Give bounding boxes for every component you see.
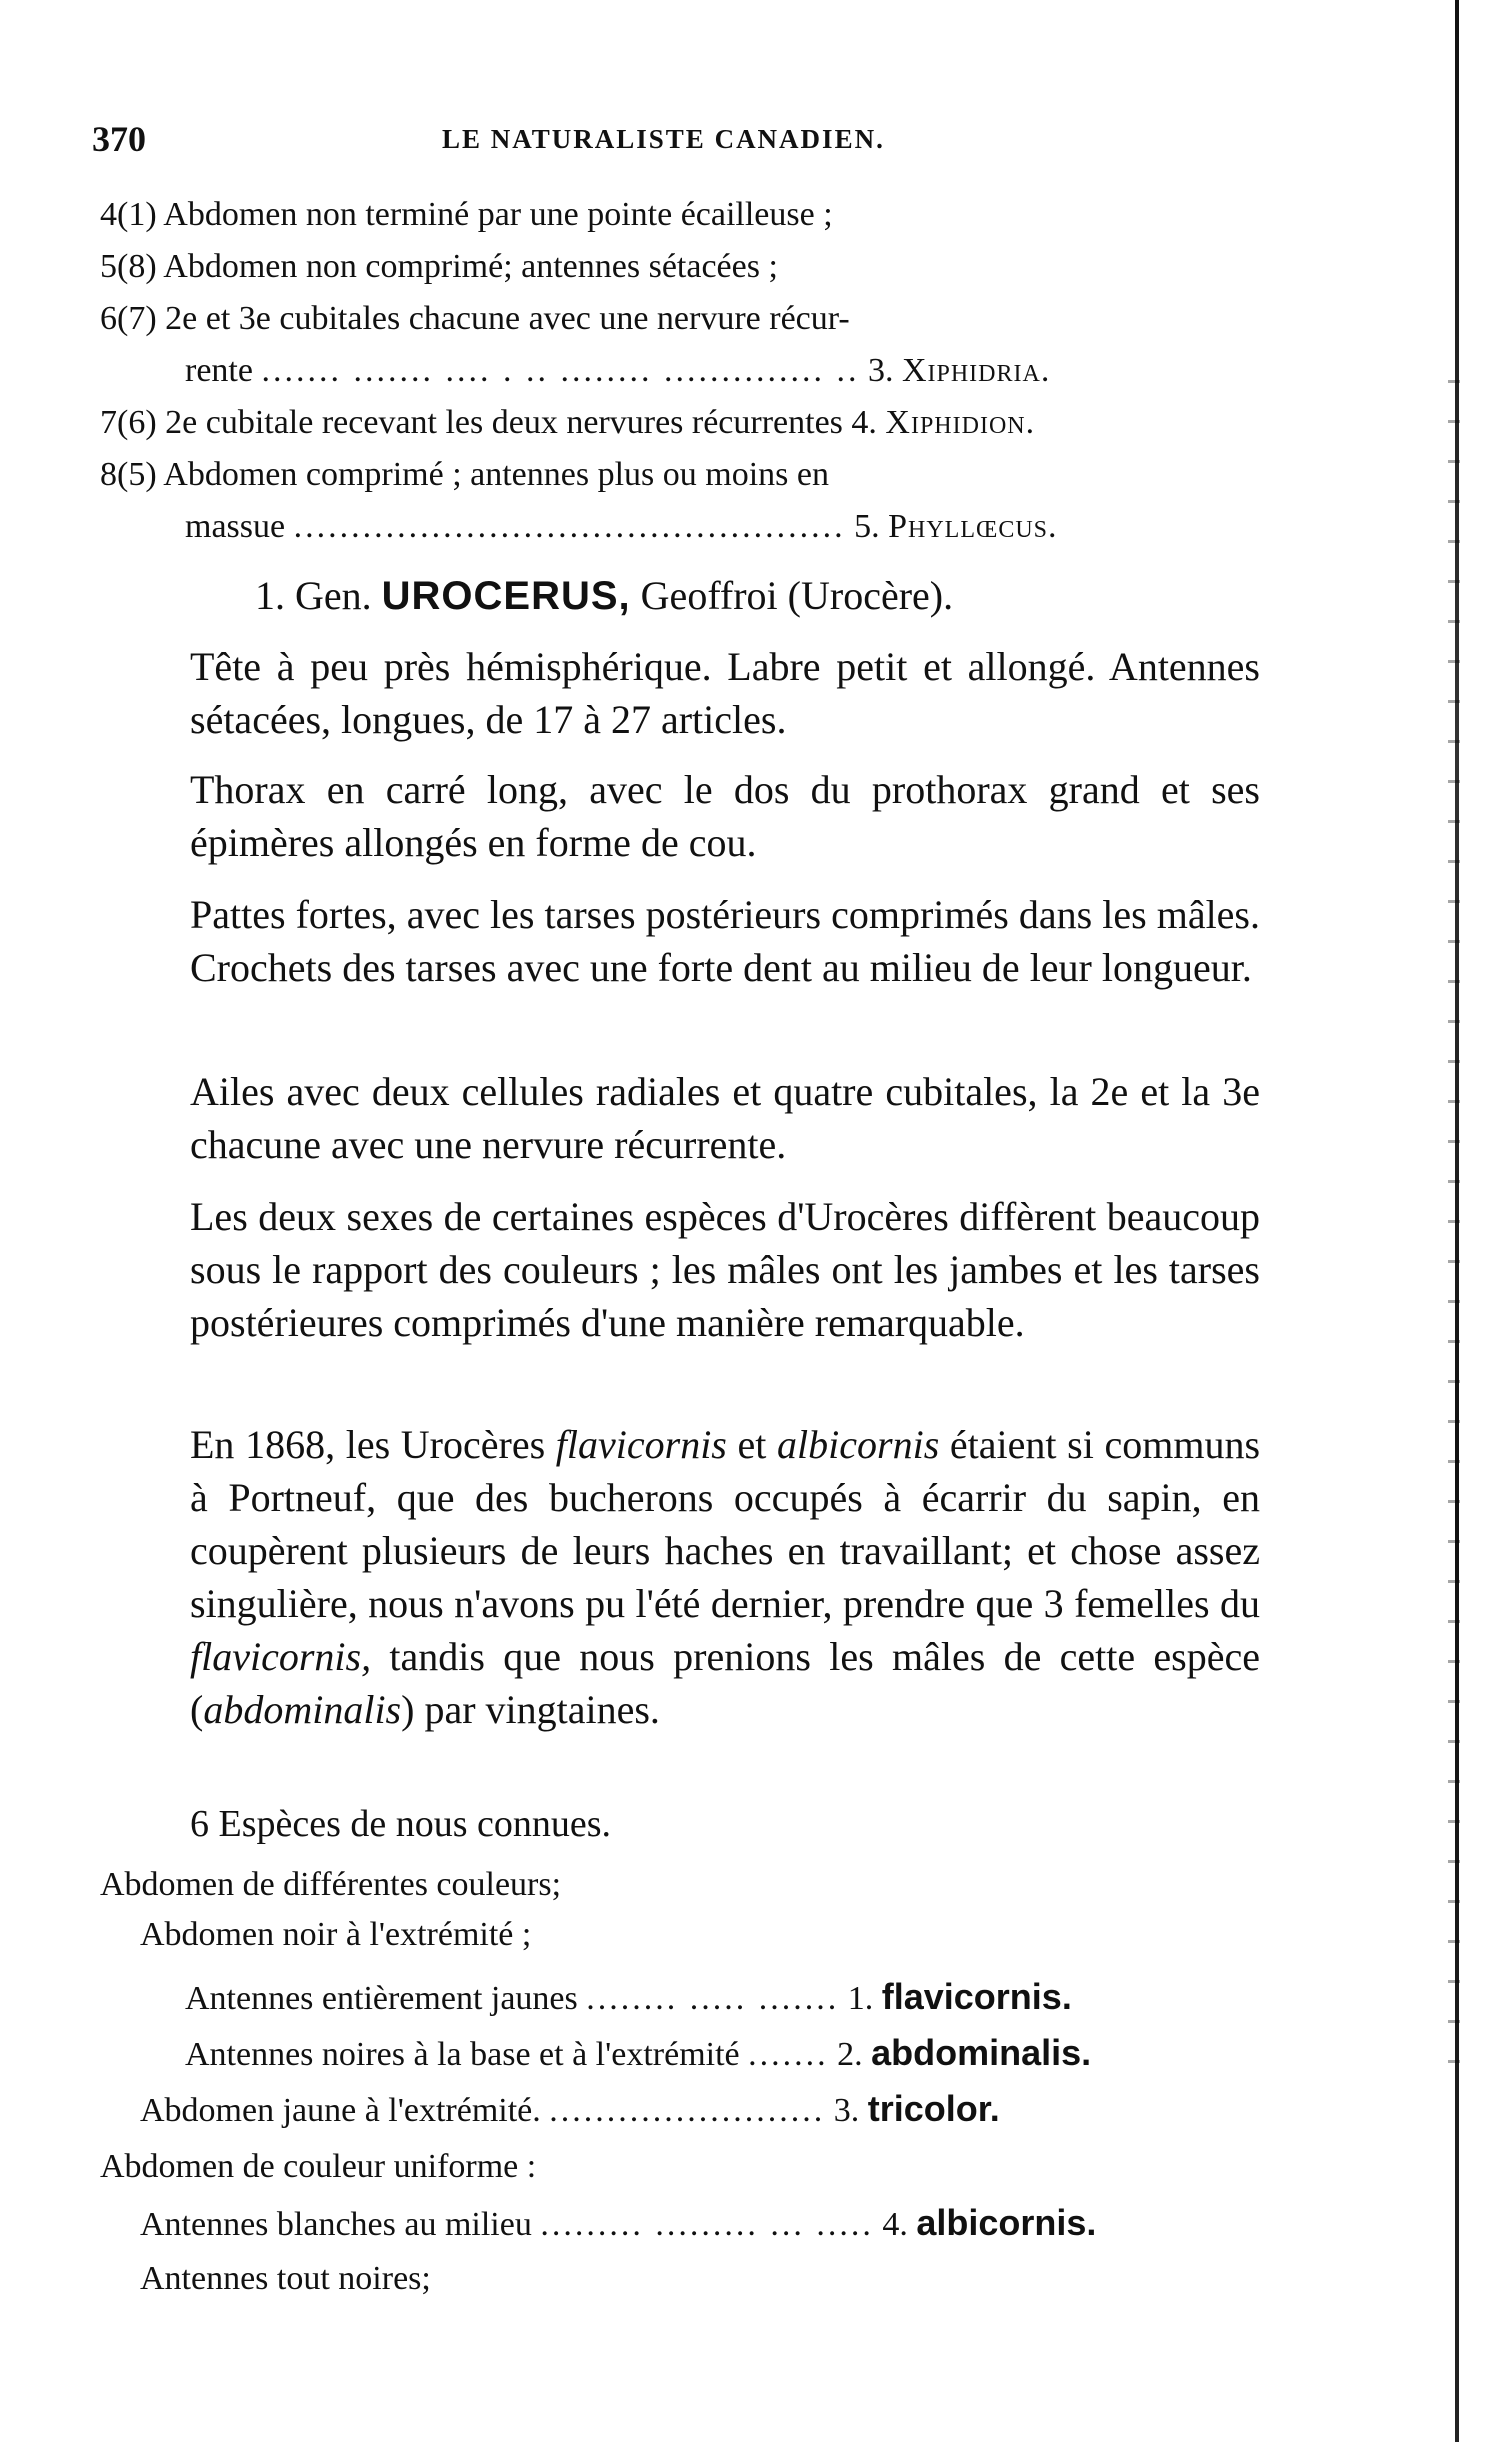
key-line <box>185 2033 1091 2075</box>
paragraph-text <box>100 1418 1260 1736</box>
leader-dots: ........ ..... ....... <box>586 1980 840 2017</box>
key-text: Antennes blanches au milieu <box>140 2206 532 2243</box>
key-line <box>100 247 778 287</box>
key-number: 5. <box>854 508 880 545</box>
paragraph-text: Thorax en carré long, avec le dos du prothorax grand et ses épimères allongés en forme de cou. <box>190 767 1260 865</box>
key-number: 3. <box>833 2092 860 2129</box>
species-italic: flavicornis, <box>190 1634 372 1679</box>
key-line <box>185 507 1058 547</box>
species-count: 6 Espèces de nous connues. <box>190 1803 612 1845</box>
key-text: Abdomen noir à l'extrémité ; <box>140 1916 532 1953</box>
key-text: 7(6) 2e cubitale recevant les deux nervures récurrentes <box>100 404 843 441</box>
key-number: 4. <box>882 2206 908 2243</box>
species-italic: flavicornis <box>555 1422 727 1467</box>
text-run: En 1868, les Urocères <box>190 1422 556 1467</box>
species-name: abdominalis. <box>871 2032 1092 2073</box>
genus-heading <box>255 572 953 619</box>
text-run: ) par vingtaines. <box>401 1687 660 1732</box>
text-run: et <box>726 1422 778 1467</box>
key-text: massue <box>185 508 286 545</box>
leader-dots: ....... ....... .... . .. ........ .............. .. <box>261 352 860 389</box>
genus-title: UROCERUS, <box>381 574 631 618</box>
key-text: Antennes entièrement jaunes <box>185 1980 578 2017</box>
key-text: 4(1) Abdomen non terminé par une pointe écailleuse ; <box>100 196 833 233</box>
species-name: albicornis. <box>916 2202 1097 2243</box>
genus-prefix: 1. Gen. <box>255 573 372 618</box>
journal-title: LE NATURALISTE CANADIEN. <box>442 124 885 154</box>
description-paragraph <box>100 640 1260 746</box>
paragraph-text: Pattes fortes, avec les tarses postérieurs comprimés dans les mâles. Crochets des tarses avec une forte dent au milieu de leur longueur. <box>190 892 1260 990</box>
leader-dots: ................................................ <box>293 508 846 545</box>
species-italic: abdominalis <box>203 1687 402 1732</box>
key-line <box>100 2147 536 2187</box>
key-line <box>140 2089 1000 2131</box>
key-text: Abdomen de différentes couleurs; <box>100 1866 562 1903</box>
genus-name: Phyllœcus. <box>888 508 1058 545</box>
paragraph-text: Les deux sexes de certaines espèces d'Urocères diffèrent beaucoup sous le rapport des couleurs ; les mâles ont les jambes et les tarses postérieures comprimés d'une manière remarquable. <box>190 1194 1260 1345</box>
key-line <box>100 1865 561 1905</box>
description-paragraph <box>100 763 1260 869</box>
genus-name: Xiphidion. <box>885 404 1036 441</box>
key-line <box>100 455 829 495</box>
text-run: étaient si communs à Portneuf, que des bucherons occupés à écarrir du sapin, en coupèrent plusieurs de leurs haches en travaillant; et chose assez singulière, nous n'avons pu l'été dernier, prendre que 3 femelles du <box>190 1422 1261 1626</box>
key-line <box>100 403 1035 443</box>
leader-dots: ........................ <box>549 2092 826 2129</box>
text-run: tandis que nous prenions les mâles de cette espèce ( <box>190 1634 1260 1732</box>
key-line <box>185 1977 1072 2019</box>
description-paragraph <box>100 1418 1260 1736</box>
paragraph-text: Ailes avec deux cellules radiales et quatre cubitales, la 2e et la 3e chacune avec une nervure récurrente. <box>190 1069 1260 1167</box>
page-number: 370 <box>92 119 146 159</box>
key-text: Abdomen de couleur uniforme : <box>100 2148 537 2185</box>
key-number: 1. <box>847 1980 874 2017</box>
genus-author: Geoffroi (Urocère). <box>640 573 954 618</box>
species-italic: albicornis <box>777 1422 940 1467</box>
key-number: 4. <box>851 404 877 441</box>
key-line <box>140 2203 1096 2245</box>
genus-name: Xiphidria. <box>901 352 1051 389</box>
description-paragraph <box>100 1065 1260 1171</box>
running-header <box>92 118 1252 168</box>
key-text: Antennes noires à la base et à l'extrémité <box>185 2036 740 2073</box>
species-name: flavicornis. <box>881 1976 1072 2017</box>
description-paragraph <box>100 888 1260 994</box>
page-edge-noise <box>1448 380 1460 2080</box>
key-text: rente <box>185 352 253 389</box>
key-number: 3. <box>867 352 894 389</box>
key-text: Abdomen jaune à l'extrémité. <box>140 2092 541 2129</box>
key-line <box>100 195 833 235</box>
key-text: 8(5) Abdomen comprimé ; antennes plus ou moins en <box>100 456 829 493</box>
key-line <box>185 351 1050 391</box>
key-text: 5(8) Abdomen non comprimé; antennes sétacées ; <box>100 248 778 285</box>
key-line <box>100 299 850 339</box>
key-line <box>140 2259 431 2299</box>
leader-dots: ......... ......... ... ..... <box>540 2206 874 2243</box>
species-name: tricolor. <box>867 2088 1000 2129</box>
key-number: 2. <box>837 2036 863 2073</box>
leader-dots: ....... <box>748 2036 829 2073</box>
description-paragraph <box>100 1190 1260 1349</box>
paragraph-text: Tête à peu près hémisphérique. Labre petit et allongé. Antennes sétacées, longues, de 17 à 27 articles. <box>190 644 1260 742</box>
key-text: Antennes tout noires; <box>140 2260 431 2297</box>
key-text: 6(7) 2e et 3e cubitales chacune avec une nervure récur- <box>100 300 850 337</box>
key-line <box>140 1915 531 1955</box>
